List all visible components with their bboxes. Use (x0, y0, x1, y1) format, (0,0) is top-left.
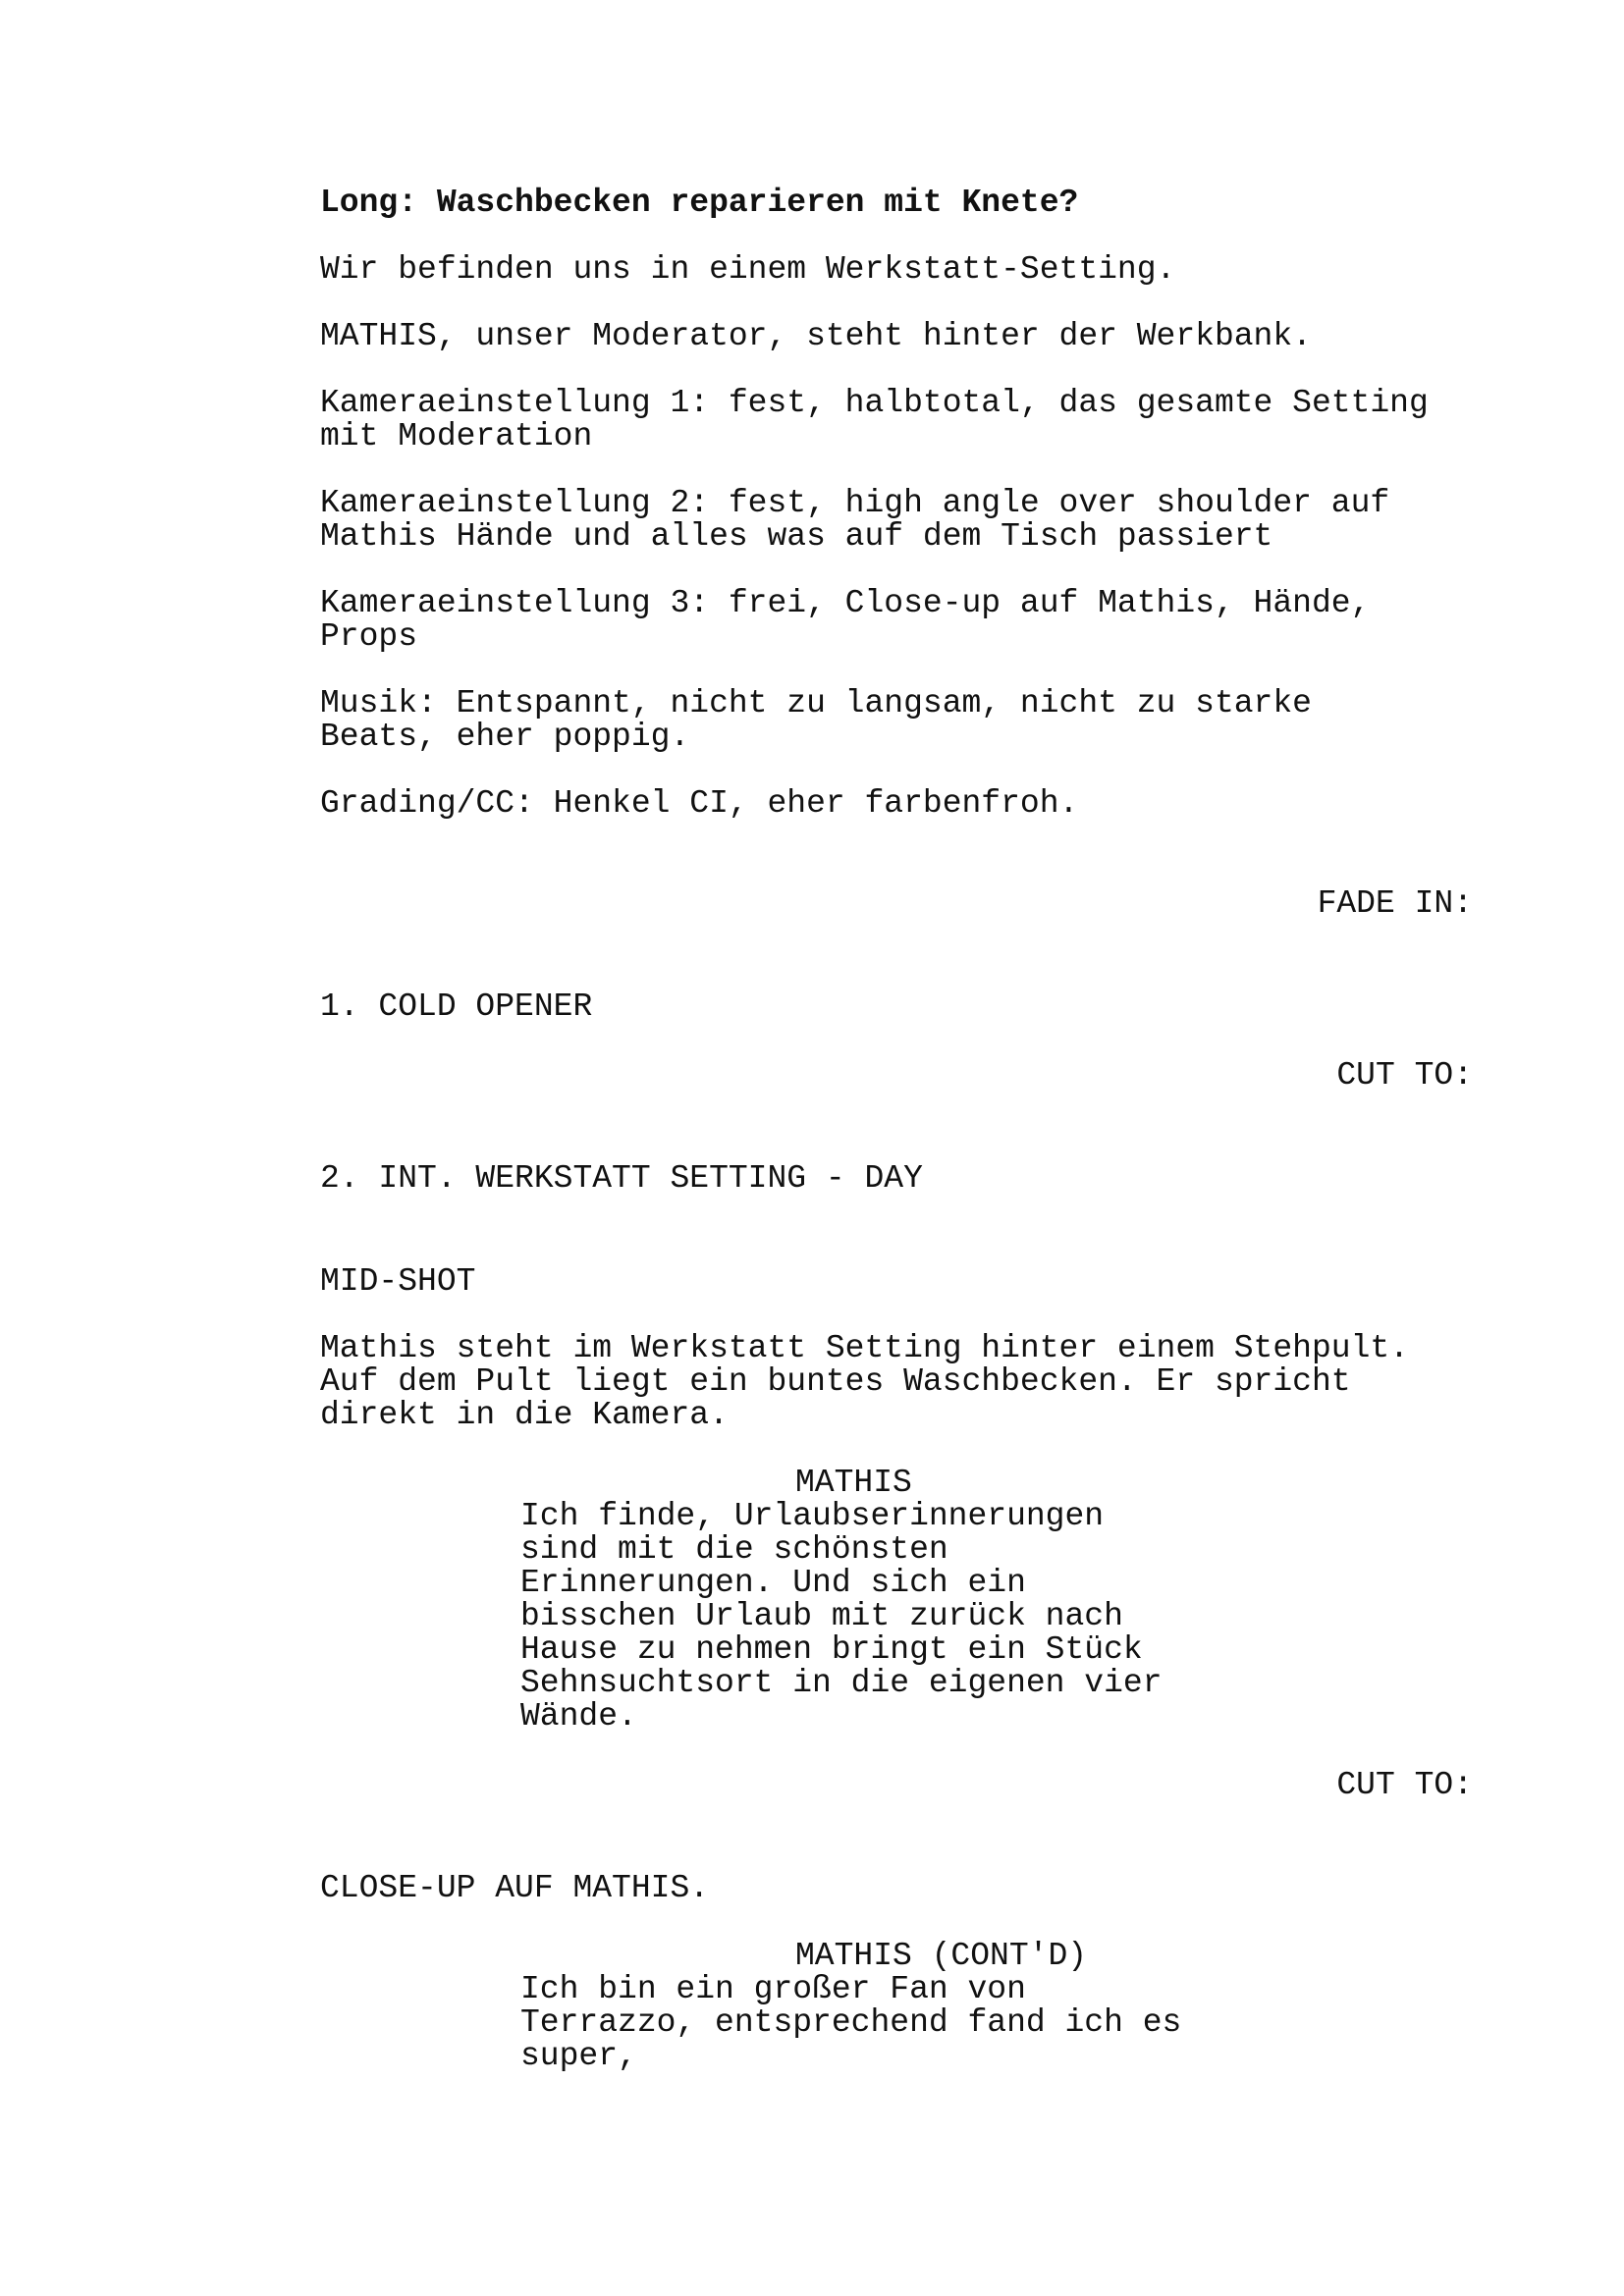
transition-cut-to: CUT TO: (1336, 1057, 1473, 1094)
dialogue-line: Ich finde, Urlaubserinnerungen (520, 1498, 1105, 1534)
music-line: Beats, eher poppig. (320, 719, 690, 755)
grading-line: Grading/CC: Henkel CI, eher farbenfroh. (320, 785, 1079, 822)
camera3-line: Props (320, 618, 418, 655)
camera2-line: Mathis Hände und alles was auf dem Tisch passiert (320, 518, 1273, 555)
camera1-line: Kameraeinstellung 1: fest, halbtotal, das gesamte Setting (320, 385, 1429, 421)
intro-moderator: MATHIS, unser Moderator, steht hinter der Werkbank. (320, 318, 1312, 354)
dialogue-line: Hause zu nehmen bringt ein Stück (520, 1631, 1143, 1668)
action-line: direkt in die Kamera. (320, 1397, 729, 1433)
dialogue-line: Erinnerungen. Und sich ein (520, 1565, 1026, 1601)
dialogue-line: Sehnsuchtsort in die eigenen vier (520, 1665, 1163, 1701)
transition-fade-in: FADE IN: (1317, 885, 1473, 922)
dialogue-line: sind mit die schönsten (520, 1531, 948, 1568)
dialogue-line: Terrazzo, entsprechend fand ich es (520, 2004, 1182, 2041)
scene-heading-1: 1. COLD OPENER (320, 988, 593, 1025)
character-cue: MATHIS (CONT'D) (795, 1938, 1088, 1974)
dialogue-line: Wände. (520, 1698, 637, 1735)
transition-cut-to: CUT TO: (1336, 1767, 1473, 1803)
dialogue-line: bisschen Urlaub mit zurück nach (520, 1598, 1123, 1634)
script-title: Long: Waschbecken reparieren mit Knete? (320, 185, 1079, 221)
camera3-line: Kameraeinstellung 3: frei, Close-up auf Mathis, Hände, (320, 585, 1371, 621)
camera2-line: Kameraeinstellung 2: fest, high angle over shoulder auf (320, 485, 1390, 521)
shot-close-up: CLOSE-UP AUF MATHIS. (320, 1870, 710, 1906)
dialogue-line: Ich bin ein großer Fan von (520, 1971, 1026, 2007)
intro-setting: Wir befinden uns in einem Werkstatt-Setting. (320, 251, 1176, 288)
dialogue-line: super, (520, 2038, 637, 2074)
shot-mid-shot: MID-SHOT (320, 1263, 476, 1300)
character-cue: MATHIS (795, 1465, 912, 1501)
camera1-line: mit Moderation (320, 418, 593, 454)
action-line: Auf dem Pult liegt ein buntes Waschbecken. Er spricht (320, 1363, 1351, 1400)
scene-heading-2: 2. INT. WERKSTATT SETTING - DAY (320, 1160, 923, 1197)
music-line: Musik: Entspannt, nicht zu langsam, nicht zu starke (320, 685, 1312, 721)
action-line: Mathis steht im Werkstatt Setting hinter einem Stehpult. (320, 1330, 1409, 1366)
